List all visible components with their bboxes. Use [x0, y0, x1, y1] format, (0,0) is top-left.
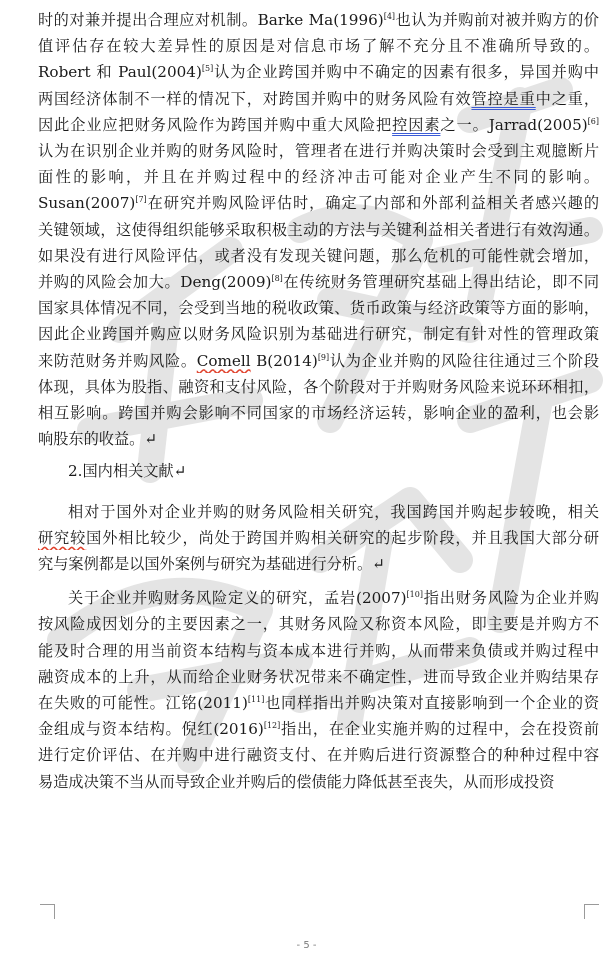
text-line: [38, 526, 599, 550]
text-line: [38, 139, 599, 163]
margin-corner-mark-right: [584, 904, 599, 919]
text-line: [38, 270, 599, 294]
text-line: [38, 87, 599, 111]
text-line: [38, 717, 599, 741]
text-run: 在传统财务管理研究基础上得出结论，即不同: [282, 273, 599, 291]
text-run: 进行定价评估、在并购中进行融资支付、在并购后进行资源整合的种种过程中容: [38, 746, 599, 765]
citation-marker: [8]: [271, 274, 283, 283]
text-run: 指出，在企业实施并购的过程中，会在投资前: [280, 720, 599, 739]
text-run: 相互影响。跨国并购会影响不同国家的市场经济运转，影响企业的盈利，也会影: [38, 404, 599, 422]
section-heading: [68, 459, 599, 483]
text-run: 如果没有进行风险评估，或者没有发现关键问题，那么危机的可能性就会增加，: [38, 246, 599, 265]
text-line: [38, 218, 599, 242]
citation-marker: [4]: [383, 12, 396, 21]
text-line: [38, 743, 599, 767]
text-run: 在研究并购风险评估时，确定了内部和外部利益相关者感兴趣的: [146, 194, 599, 213]
citation-marker: [11]: [247, 695, 265, 704]
text-run: 响股东的收益。↵: [38, 430, 158, 449]
text-line: [38, 665, 599, 689]
text-line: [38, 244, 599, 268]
text-line: [38, 691, 599, 715]
text-run: 认为在识别企业并购的财务风险时，管理者在进行并购决策时会受到主观臆断片: [38, 142, 599, 160]
citation-marker: [9]: [317, 352, 330, 362]
text-run: 在失败的可能性。江铭(2011): [38, 694, 248, 712]
text-run: 值评估存在较大差异性的原因是对信息市场了解不充分且不准确所导致的。: [38, 37, 599, 56]
text-run: 中之重，: [535, 89, 599, 108]
text-run: B(2014): [250, 351, 318, 370]
text-line: [38, 612, 599, 636]
text-run: 按风险成因划分的主要因素之一，其财务风险又称资本风险，即主要是并购方不: [38, 615, 599, 634]
text-line: [38, 8, 599, 32]
text-line: [38, 165, 599, 189]
text-line: [38, 296, 599, 320]
text-run: 认为企业并购的风险往往通过三个阶段: [329, 351, 599, 370]
text-line: [38, 375, 599, 399]
text-line: [38, 770, 599, 794]
text-run: 关于企业并购财务风险定义的研究，孟岩(2007): [68, 589, 407, 608]
text-run: 也认为并购前对被并购方的价: [395, 11, 599, 29]
text-run: 因此企业跨国并购应以财务风险识别为基础进行研究，制定有针对性的管理政策: [38, 325, 599, 344]
text-run: 指出财务风险为企业并购: [422, 589, 599, 608]
text-run: 认为企业跨国并购中不确定的因素有很多，异国并购中: [213, 63, 599, 82]
text-run: 关键领域，这使得组织能够采取积极主动的方法与关键利益相关者进行有效沟通。: [38, 220, 599, 239]
grammar-flag: 控因素: [392, 115, 441, 134]
text-line: [38, 401, 599, 425]
text-run: Robert 和 Paul(2004): [38, 63, 202, 82]
spelling-flag: 研究较: [38, 528, 87, 547]
text-run: 来防范财务并购风险。: [38, 351, 197, 370]
page-number: - 5 -: [296, 940, 317, 951]
text-line: [68, 586, 599, 610]
text-line: [38, 552, 599, 576]
text-line: [38, 322, 599, 346]
text-run: 能及时合理的用当前资本结构与资本成本进行并购，从而带来负债或并购过程中: [38, 641, 599, 660]
grammar-flag: 管控是重: [471, 89, 536, 108]
text-run: 相对于国外对企业并购的财务风险相关研究，我国跨国并购起步较晚，相关: [68, 502, 599, 521]
text-line: [38, 34, 599, 58]
text-run: 融资成本的上升，从而给企业财务状况带来不确定性，进而导致企业并购结果存: [38, 667, 599, 686]
margin-corner-mark-left: [40, 904, 55, 919]
spelling-flag: Comell: [196, 351, 251, 370]
text-line: [38, 349, 599, 373]
text-run: 金组成与资本结构。倪红(2016): [38, 720, 264, 739]
text-line: [38, 60, 599, 84]
text-run: Susan(2007): [38, 194, 136, 213]
text-run: 时的对兼并提出合理应对机制。Barke Ma(1996): [38, 11, 384, 29]
text-run: 因此企业应把财务风险作为跨国并购中重大风险把: [38, 115, 393, 134]
text-run: 易造成决策不当从而导致企业并购后的偿债能力降低甚至丧失，从而形成投资: [38, 772, 555, 791]
text-run: 并购的风险会加大。Deng(2009): [38, 273, 272, 291]
text-line: [38, 113, 599, 137]
text-run: 也同样指出并购决策对直接影响到一个企业的资: [264, 694, 599, 712]
text-run: 国家具体情况不同，会受到当地的税收政策、货币政策与经济政策等方面的影响，: [38, 299, 599, 318]
text-line: [38, 427, 599, 451]
text-run: 体现，具体为股指、融资和支付风险，各个阶段对于并购财务风险来说环环相扣，: [38, 377, 599, 396]
citation-marker: [12]: [263, 721, 281, 731]
text-run: 面性的影响，并且在并购过程中的经济冲击可能对企业产生不同的影响。: [38, 168, 599, 187]
text-run: 两国经济体制不一样的情况下，对跨国并购中的财务风险有效: [38, 89, 472, 108]
text-run: 国外相比较少，尚处于跨国并购相关研究的起步阶段，并且我国大部分研: [86, 528, 599, 547]
text-run: 之一。Jarrad(2005): [440, 115, 588, 134]
citation-marker: [10]: [406, 590, 423, 600]
citation-marker: [5]: [201, 64, 214, 74]
text-line: [38, 639, 599, 663]
citation-marker: [6]: [587, 116, 599, 126]
citation-marker: [7]: [135, 195, 147, 205]
text-run: 2.国内相关文献↵: [68, 462, 187, 481]
text-line: [38, 191, 599, 215]
text-line: [68, 500, 599, 524]
text-run: 究与案例都是以国外案例与研究为基础进行分析。↵: [38, 555, 385, 573]
